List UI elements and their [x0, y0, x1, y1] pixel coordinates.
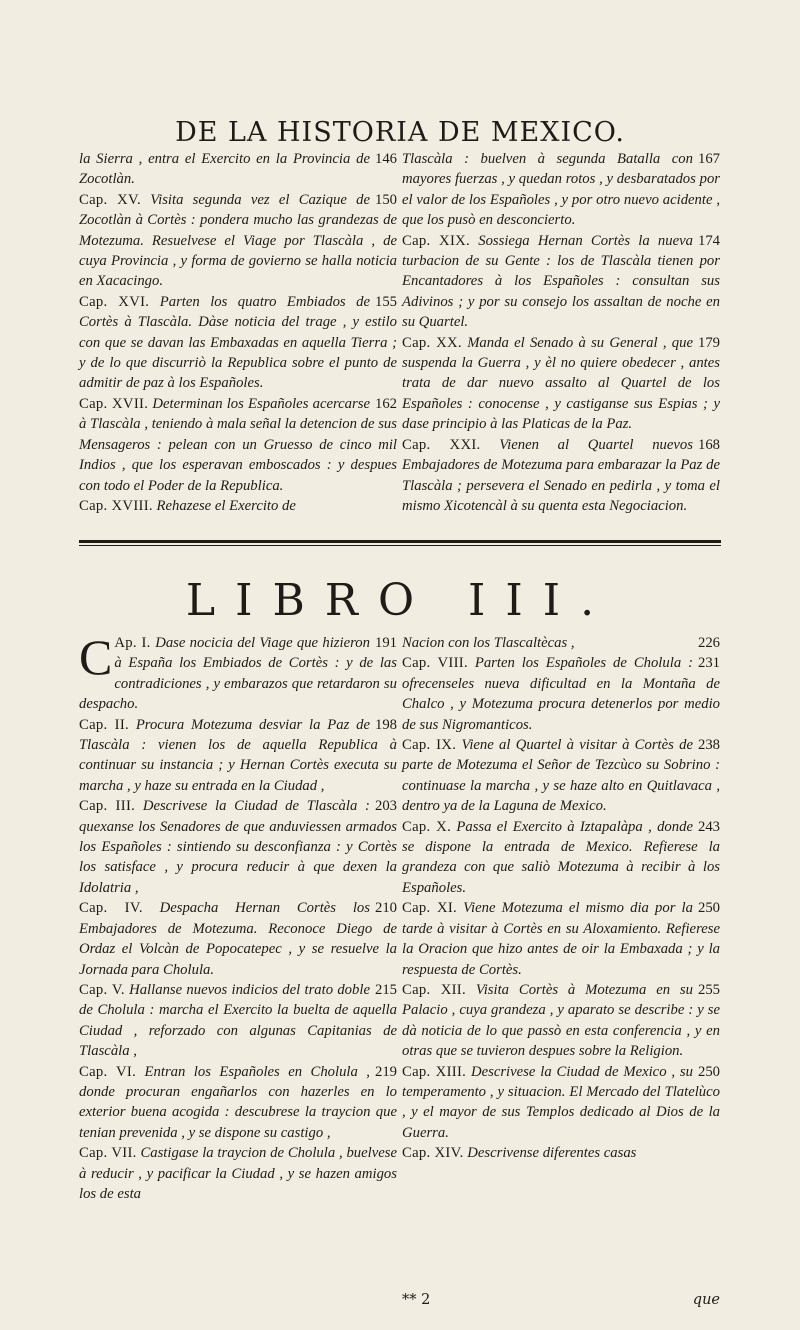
- toc-entry: [402, 817, 720, 899]
- chapter-label: Cap. IV.: [79, 900, 143, 917]
- chapter-summary: Manda el Senado à su General , que suspenda la Guerra , y èl no quiere obedecer , antes trata de dar nuevo assalto al Quartel de los Españoles : conocense , y castiganse sus Espias ; y dase principio à las Platicas de la Paz.: [402, 334, 720, 433]
- chapter-summary: Procura Motezuma desviar la Paz de Tlascàla : vienen los de aquella Republica à continuar su instancia ; y Hernan Cortès executa su marcha , y haze su entrada en la Ciudad ,: [79, 716, 397, 794]
- chapter-label: Cap. XVI.: [79, 293, 150, 310]
- toc-column-bottom-left: [79, 629, 398, 1204]
- toc-column-bottom-right: [402, 633, 720, 1164]
- toc-entry: [402, 231, 720, 333]
- chapter-label: Cap. V.: [79, 981, 125, 998]
- toc-entry: [79, 715, 397, 797]
- page-number: 210: [374, 900, 397, 917]
- page-number: 168: [697, 436, 720, 453]
- chapter-summary: Rehazese el Exercito de: [156, 497, 296, 514]
- chapter-summary: Nacion con los Tlascaltècas ,: [402, 635, 575, 651]
- toc-entry: [79, 898, 397, 980]
- page-number: 198: [374, 716, 397, 733]
- toc-entry: [79, 496, 397, 516]
- toc-entry: [402, 653, 720, 735]
- toc-entry: [402, 435, 720, 517]
- chapter-summary: Vienen al Quartel nuevos Embajadores de Motezuma para embarazar la Paz de Tlascàla ; persevera el Senado en pedirla , y toma el mismo Xicotencàl à su quenta esta Negociacion.: [402, 436, 720, 514]
- toc-entry: [79, 796, 397, 898]
- chapter-summary: Entran los Españoles en Cholula , donde procuran engañarlos con hazerles en lo exterior buena acogida : descubrese la traycion que tenian prevenida , y se dispone su castigo ,: [79, 1063, 397, 1141]
- toc-column-top-right: [402, 149, 720, 516]
- page-number: 167: [697, 151, 720, 167]
- toc-entry: [402, 333, 720, 435]
- toc-entry: [79, 149, 397, 190]
- page-number: 255: [697, 981, 720, 998]
- toc-entry: [79, 190, 397, 292]
- page-number: 231: [697, 655, 720, 672]
- page-number: 155: [374, 293, 397, 310]
- running-header: DE LA HISTORIA DE MEXICO.: [175, 117, 625, 148]
- page-number: 219: [374, 1063, 397, 1080]
- chapter-label: Cap. XIX.: [402, 232, 471, 249]
- page-number: 174: [697, 232, 720, 249]
- page-number: 243: [697, 818, 720, 835]
- chapter-label: Cap. XVIII.: [79, 497, 153, 514]
- toc-entry: [79, 292, 397, 394]
- chapter-label: Cap. XV.: [79, 191, 141, 208]
- signature-mark: ** 2: [402, 1292, 431, 1308]
- page-number: 203: [374, 798, 397, 815]
- toc-entry: [402, 898, 720, 980]
- chapter-label: Cap. XVII.: [79, 395, 149, 412]
- chapter-label: Cap. XIII.: [402, 1063, 467, 1080]
- chapter-summary: Passa el Exercito à Iztapalàpa , donde se dispone la entrada de Mexico. Refierese la grandeza con que saliò Motezuma à recibir à los Españoles.: [402, 818, 720, 896]
- chapter-label: Cap. VIII.: [402, 655, 468, 672]
- toc-entry: [79, 980, 397, 1062]
- chapter-summary: Descrivese la Ciudad de Mexico , su temperamento , y situacion. El Mercado del Tlatelùco , y el mayor de sus Templos dedicado al Dios de la Guerra.: [402, 1063, 720, 1141]
- toc-entry: [79, 394, 397, 496]
- toc-entry: [402, 1143, 720, 1163]
- book-heading: LIBRO III.: [185, 575, 615, 626]
- toc-entry: [79, 1143, 397, 1204]
- catchword: que: [692, 1292, 720, 1308]
- toc-entry: [402, 735, 720, 817]
- chapter-summary: Viene Motezuma el mismo dia por la tarde à visitar à Cortès en su Aloxamiento. Refierese la Oracion que hizo antes de oir la Embaxada ; y la respuesta de Cortès.: [402, 900, 720, 978]
- toc-entry: [79, 629, 397, 715]
- chapter-summary: Viene al Quartel à visitar à Cortès de parte de Motezuma el Señor de Tezcùco su Sobrino : continuase la marcha , y se haze alto en Quitlavaca , dentro ya de la Laguna de Mexico.: [402, 737, 720, 815]
- toc-entry: [79, 1062, 397, 1144]
- page-number: 250: [697, 1063, 720, 1080]
- page-number: 150: [374, 191, 397, 208]
- chapter-label: Cap. X.: [402, 818, 452, 835]
- drop-cap: C: [79, 629, 113, 685]
- toc-entry: [402, 149, 720, 231]
- chapter-summary: Parten los Españoles de Cholula : ofrecenseles nueva dificultad en la Montaña de Chalco , y Motezuma procura detenerlos por medio de sus Nigromanticos.: [402, 655, 720, 733]
- page-number: 238: [697, 737, 720, 754]
- chapter-label: Cap. IX.: [402, 737, 457, 754]
- toc-entry: [402, 1062, 720, 1144]
- page-number: 191: [374, 635, 397, 651]
- chapter-label: Ap. I.: [114, 635, 156, 651]
- chapter-summary: Descrivense diferentes casas: [467, 1145, 637, 1162]
- toc-column-top-left: [79, 149, 397, 516]
- page-number: 215: [374, 981, 397, 998]
- chapter-summary: Dase nocicia del Viage que hizieron à España los Embiados de Cortès : y de las contradiciones , y embarazos que retardaron su despacho.: [79, 635, 397, 713]
- chapter-summary: Visita segunda vez el Cazique de Zocotlàn à Cortès : pondera mucho las grandezas de Motezuma. Resuelvese el Viage por Tlascàla , de cuya Provincia , y forma de govierno se halla noticia en Xacacingo.: [79, 191, 397, 290]
- page-number: 179: [697, 334, 720, 351]
- section-rule-thin: [79, 545, 721, 546]
- chapter-summary: Tlascàla : buelven à segunda Batalla con mayores fuerzas , y quedan rotos , y desbaratados por el valor de los Españoles , y por otro nuevo acidente , que los pusò en desconcierto.: [402, 151, 720, 229]
- chapter-label: Cap. XII.: [402, 981, 466, 998]
- chapter-label: Cap. XXI.: [402, 436, 481, 453]
- page-number: 226: [697, 635, 720, 651]
- chapter-summary: Sossiega Hernan Cortès la nueva turbacion de su Gente : los de Tlascàla tienen por Encantadores à los Españoles : consultan sus Adivinos ; y por su consejo los assaltan de noche en su Quartel.: [402, 232, 720, 331]
- chapter-label: Cap. III.: [79, 798, 136, 815]
- section-rule: [79, 540, 721, 543]
- chapter-label: Cap. XX.: [402, 334, 462, 351]
- toc-entry: [402, 980, 720, 1062]
- page-number: 146: [374, 151, 397, 167]
- chapter-label: Cap. II.: [79, 716, 129, 733]
- chapter-summary: Parten los quatro Embiados de Cortès à Tlascàla. Dàse noticia del trage , y estilo con que se davan las Embaxadas en aquella Tierra ; y de lo que discurriò la Republica sobre el punto de admitir de paz à los Españoles.: [79, 293, 397, 392]
- chapter-label: Cap. XIV.: [402, 1145, 464, 1162]
- toc-entry: [402, 633, 720, 653]
- chapter-label: Cap. VII.: [79, 1145, 137, 1162]
- page-number: 162: [374, 395, 397, 412]
- chapter-summary: Castigase la traycion de Cholula , buelvese à reducir , y pacificar la Ciudad , y se hazen amigos los de esta: [79, 1145, 398, 1202]
- chapter-summary: Visita Cortès à Motezuma en su Palacio , cuya grandeza , y aparato se describe : y se dà noticia de lo que passò en esta conferencia , y en otras que se tuvieron despues sobre la Religion.: [402, 981, 720, 1060]
- chapter-summary: Determinan los Españoles acercarse à Tlascàla , teniendo à mala señal la detencion de sus Mensageros : pelean con un Gruesso de cinco mil Indios , que los esperavan embosc​ados : y despues con todo el Poder de la Republica.: [79, 395, 397, 494]
- chapter-label: Cap. VI.: [79, 1063, 137, 1080]
- chapter-summary: Descrivese la Ciudad de Tlascàla : quexanse los Senadores de que anduviessen armados los Españoles : sintiendo su desconfianza : y Cortès los satisface , y procura reducir à que dexen la Idolatria ,: [79, 798, 397, 896]
- chapter-summary: Despacha Hernan Cortès los Embajadores de Motezuma. Reconoce Diego de Ordaz el Volcàn de Popocatepec , y se resuelve la Jornada para Cholula.: [79, 900, 397, 978]
- page-number: 250: [697, 900, 720, 917]
- chapter-summary: la Sierra , entra el Exercito en la Provincia de Zocotlàn.: [79, 151, 370, 188]
- chapter-summary: Hallanse nuevos indicios del trato doble de Cholula : marcha el Exercito la buelta de aquella Ciudad , reforzado con algunas Capitanias de Tlascàla ,: [79, 981, 397, 1060]
- chapter-label: Cap. XI.: [402, 900, 458, 917]
